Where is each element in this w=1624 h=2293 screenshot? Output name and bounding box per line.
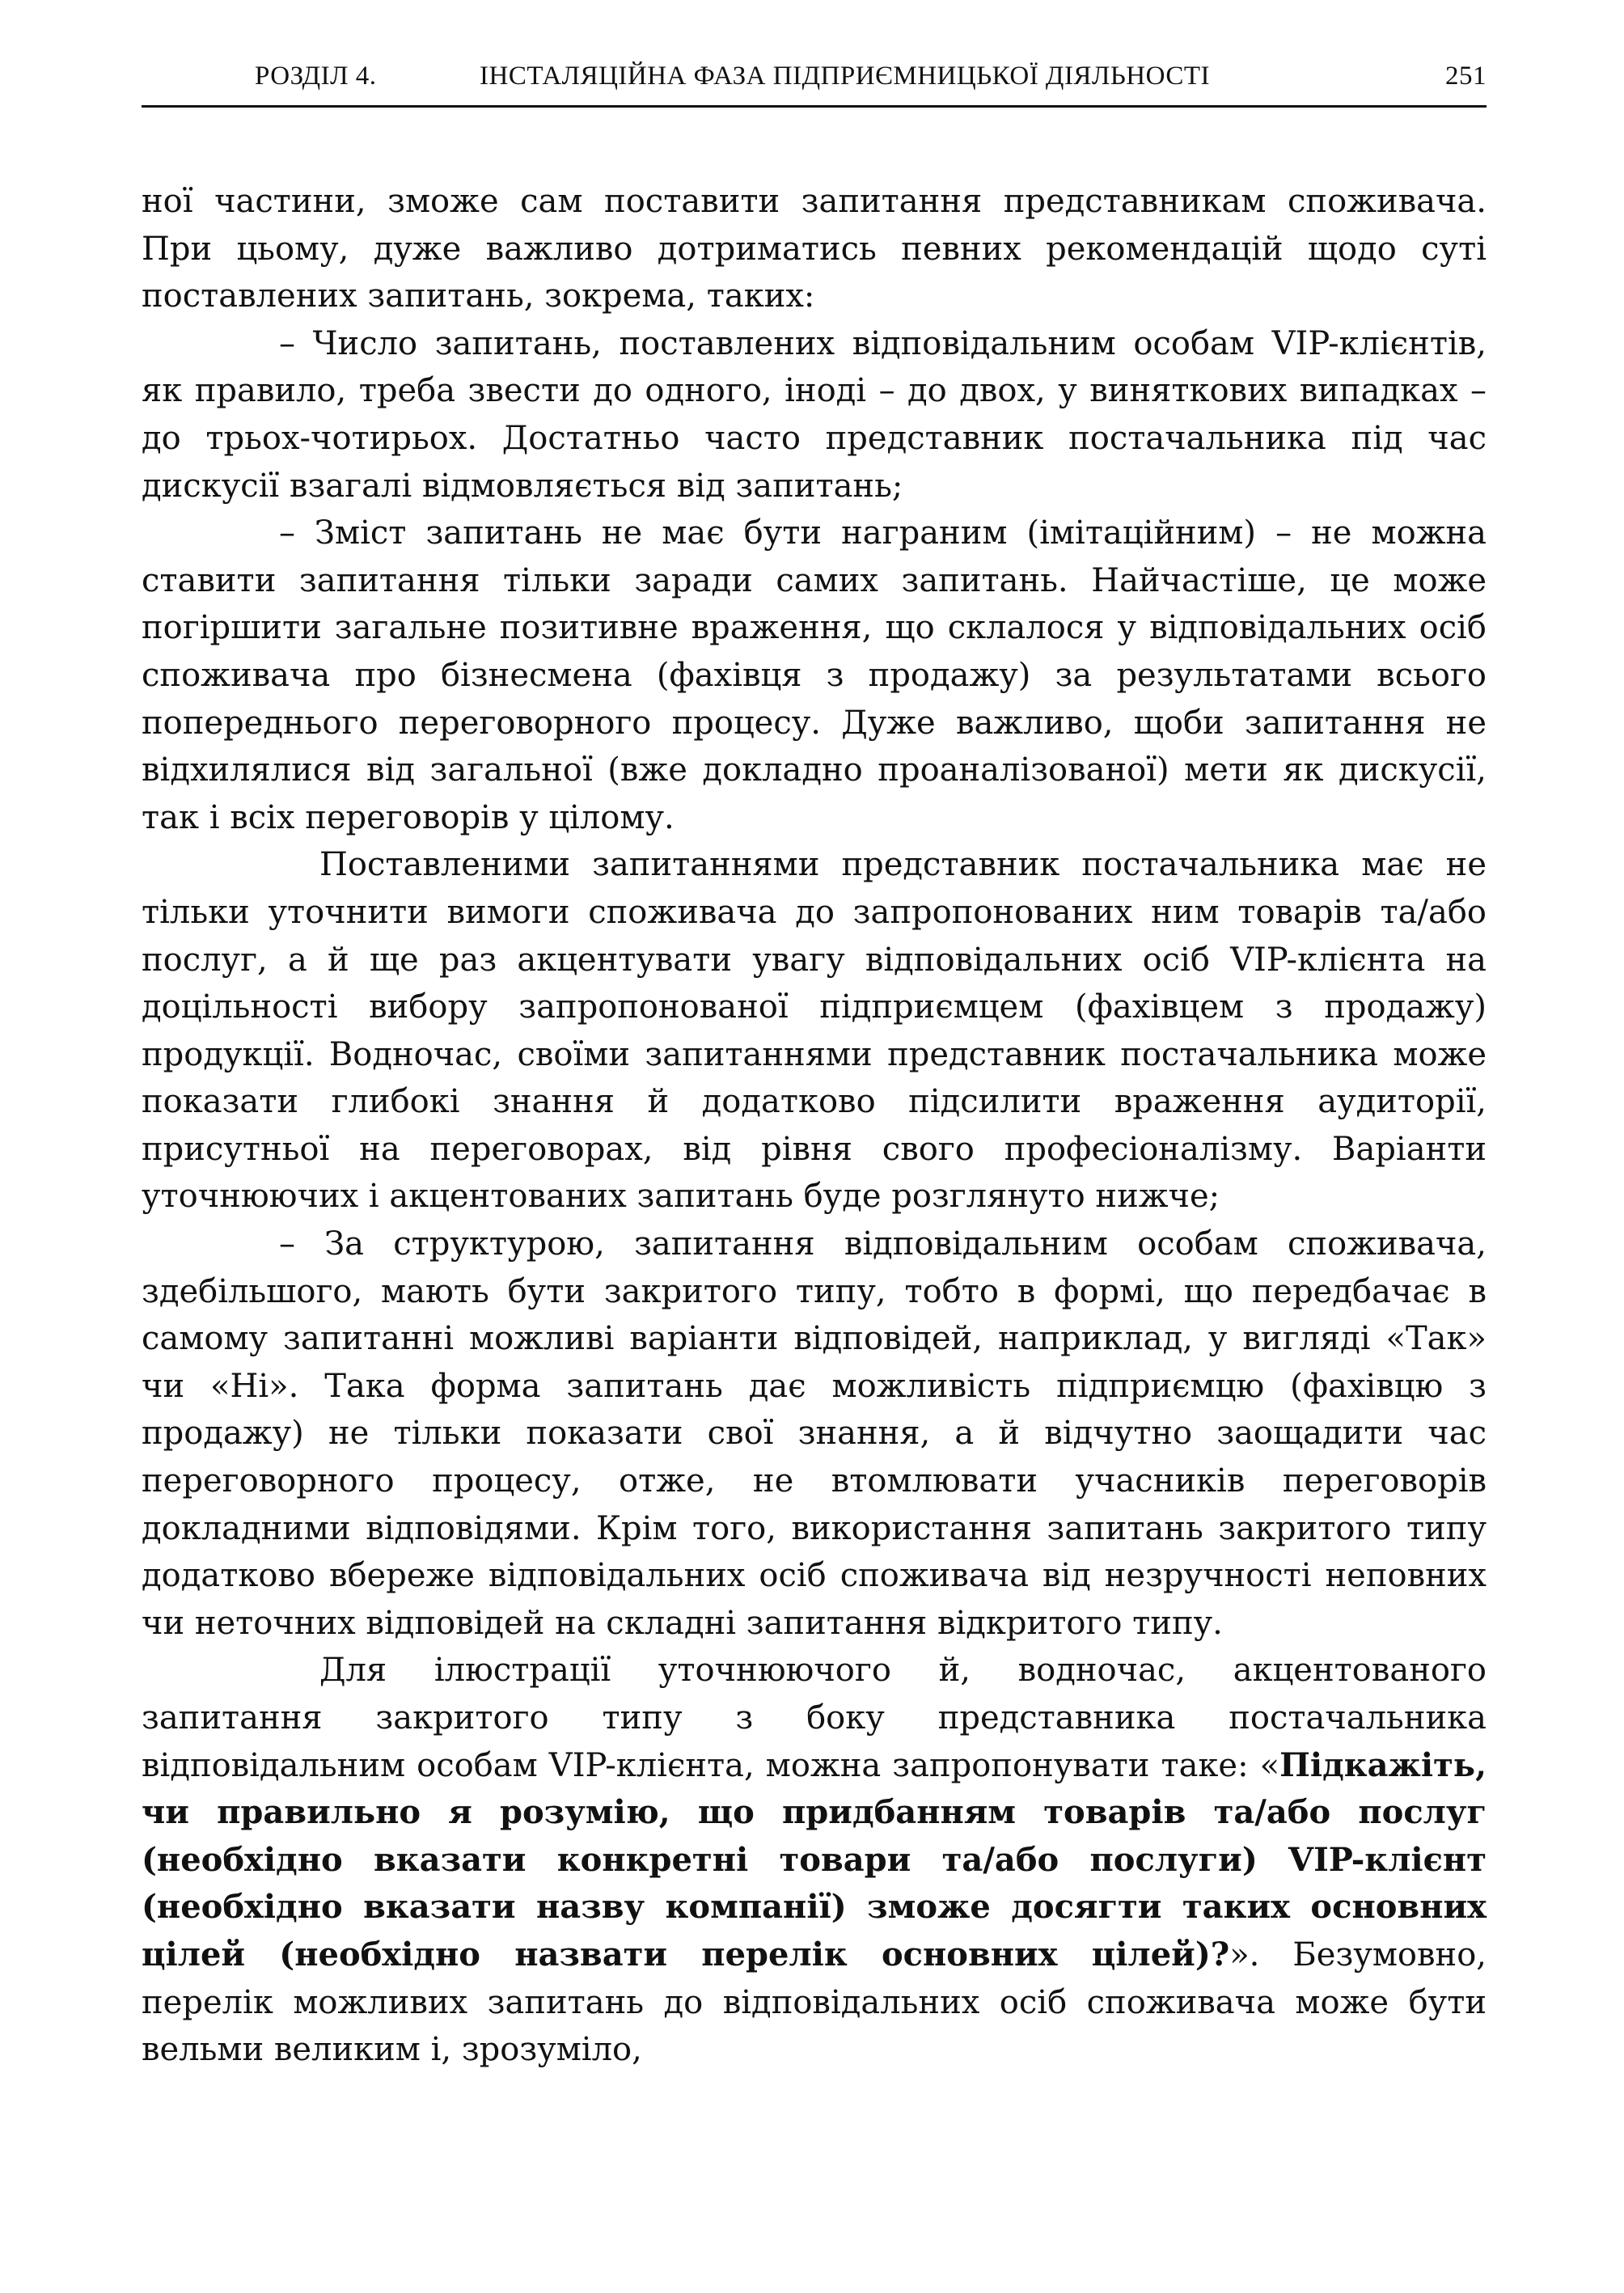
paragraph-continuation: ної частини, зможе сам поставити запитання представникам споживача. При цьому, дуже важливо дотриматись певних рекомендацій щодо суті поставлених запитань, зокрема, таких: <box>142 183 1487 315</box>
paragraph-illustration <box>142 1647 1487 2073</box>
list-item-question-count: – Число запитань, поставлених відповідальним особам VIP-клієнтів, як правило, треба звести до одного, іноді – до двох, у виняткових випадках – до трьох-чотирьох. Достатньо часто представник постачальника під час дискусії взагалі відмовляється від запитань; <box>142 324 1487 505</box>
paragraph-questions-purpose: Поставленими запитаннями представник постачальника має не тільки уточнити вимоги споживача до запропонованих ним товарів та/або послуг, а й ще раз акцентувати увагу відповідальних осіб VIP-клієнта на доцільності вибору запропонованої підприємцем (фахівцем з продажу) продукції. Водночас, своїми запитаннями представник постачальника може показати глибокі знання й додатково підсилити враження аудиторії, присутньої на переговорах, від рівня свого професіоналізму. Варіанти уточнюючих і акцентованих запитань буде розглянуто нижче; <box>142 846 1487 1216</box>
illustration-intro: Для ілюстрації уточнюючого й, водночас, акцентованого запитання закритого типу з боку представника постачальника відповідальним особам VIP-клієнта, можна запропонувати таке: « <box>142 1652 1487 1784</box>
header-title: ІНСТАЛЯЦІЙНА ФАЗА ПІДПРИЄМНИЦЬКОЇ ДІЯЛЬНОСТІ <box>480 61 1210 91</box>
illustration-outro: ». Безумовно, перелік можливих запитань до відповідальних осіб споживача може бути вельми великим і, зрозуміло, <box>142 1936 1487 2069</box>
example-question: Підкажіть, чи правильно я розумію, що придбанням товарів та/або послуг (необхідно вказати конкретні товари та/або послуги) VIP-клієнт (необхідно вказати назву компанії) зможе досягти таких основних цілей (необхідно назвати перелік основних цілей)? <box>142 1745 1487 1974</box>
page-number: 251 <box>1445 61 1487 91</box>
running-header <box>142 50 1487 108</box>
list-item-question-structure: – За структурою, запитання відповідальним особам споживача, здебільшого, мають бути закритого типу, тобто в формі, що передбачає в самому запитанні можливі варіанти відповідей, наприклад, у вигляді «Так» чи «Ні». Така форма запитань дає можливість підприємцю (фахівцю з продажу) не тільки показати свої знання, а й відчутно заощадити час переговорного процесу, отже, не втомлювати учасників переговорів докладними відповідями. Крім того, використання запитань закритого типу додатково вбереже відповідальних осіб споживача від незручності неповних чи неточних відповідей на складні запитання відкритого типу. <box>142 1225 1487 1642</box>
list-item-question-content: – Зміст запитань не має бути награним (імітаційним) – не можна ставити запитання тільки заради самих запитань. Найчастіше, це може погіршити загальне позитивне враження, що склалося у відповідальних осіб споживача про бізнесмена (фахівця з продажу) за результатами всього попереднього переговорного процесу. Дуже важливо, щоби запитання не відхилялися від загальної (вже докладно проаналізованої) мети як дискусії, так і всіх переговорів у цілому. <box>142 514 1487 836</box>
page-body <box>142 178 1487 2074</box>
header-section: РОЗДІЛ 4. <box>255 61 377 91</box>
